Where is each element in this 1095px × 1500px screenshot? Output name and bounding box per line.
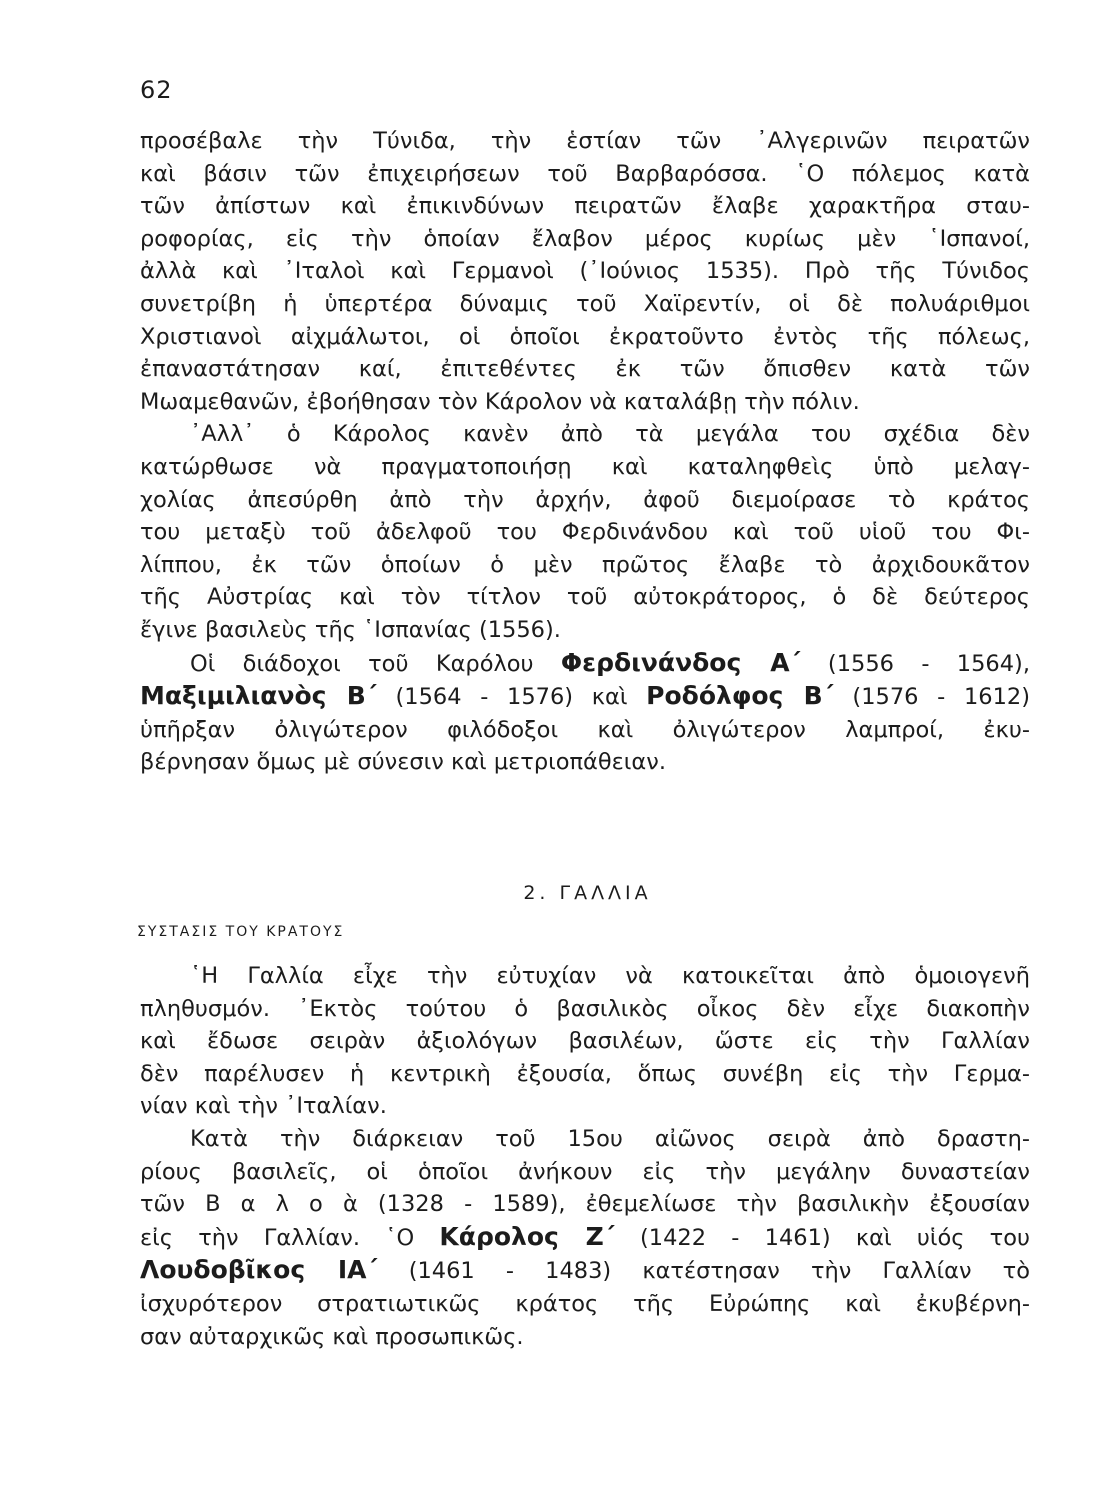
text-segment: τῶν Β α λ ο ὰ (1328 - 1589), ἐθεμελίωσε τὴν βασιλικὴν ἐξουσίαν xyxy=(140,1191,1030,1218)
bold-name: Φερδινάνδος Α΄ xyxy=(560,647,801,677)
text-line xyxy=(140,746,1030,779)
text-line xyxy=(140,1156,1030,1189)
text-line xyxy=(140,1188,1030,1221)
text-line xyxy=(140,418,1030,451)
text-line xyxy=(140,158,1030,191)
text-segment: δὲν παρέλυσεν ἡ κεντρικὴ ἐξουσία, ὅπως συνέβη εἰς τὴν Γερμα- xyxy=(140,1060,1030,1087)
bold-name: Κάρολος Ζ΄ xyxy=(439,1221,615,1251)
text-line xyxy=(140,451,1030,484)
text-line xyxy=(140,1090,1030,1123)
body-text-part-2 xyxy=(140,960,1030,1353)
text-line xyxy=(140,484,1030,517)
text-segment: (1556 - 1564), xyxy=(800,650,1030,677)
paragraph xyxy=(140,960,1030,1123)
text-segment: ἐπαναστάτησαν καί, ἐπιτεθέντες ἐκ τῶν ὄπισθεν κατὰ τῶν xyxy=(140,356,1030,383)
text-line xyxy=(140,516,1030,549)
paragraph xyxy=(140,1123,1030,1353)
text-line xyxy=(140,255,1030,288)
text-line xyxy=(140,1321,1030,1354)
text-line xyxy=(140,1123,1030,1156)
text-segment: του μεταξὺ τοῦ ἀδελφοῦ του Φερδινάνδου καὶ τοῦ υἱοῦ του Φι- xyxy=(140,519,1030,546)
text-segment: τῶν ἀπίστων καὶ ἐπικινδύνων πειρατῶν ἔλαβε χαρακτῆρα σταυ- xyxy=(140,193,1030,220)
text-line xyxy=(140,549,1030,582)
text-line xyxy=(140,714,1030,747)
text-segment: ἰσχυρότερον στρατιωτικῶς κράτος τῆς Εὐρώπης καὶ ἐκυβέρνη- xyxy=(140,1290,1030,1317)
body-text-part-1 xyxy=(140,125,1030,779)
text-line xyxy=(140,223,1030,256)
text-line xyxy=(140,1058,1030,1091)
text-segment: ᾿Αλλ᾿ ὁ Κάρολος κανὲν ἀπὸ τὰ μεγάλα του σχέδια δὲν xyxy=(190,421,1030,448)
bold-name: Μαξιμιλιανὸς Β΄ xyxy=(140,681,377,711)
text-line xyxy=(140,1288,1030,1321)
text-segment: εἰς τὴν Γαλλίαν. ῾Ο xyxy=(140,1224,440,1251)
text-line xyxy=(140,960,1030,993)
text-line xyxy=(140,190,1030,223)
text-segment: βέρνησαν ὅμως μὲ σύνεσιν καὶ μετριοπάθειαν. xyxy=(140,749,666,776)
text-segment: χολίας ἀπεσύρθη ἀπὸ τὴν ἀρχήν, ἀφοῦ διεμοίρασε τὸ κράτος xyxy=(140,486,1030,513)
paragraph xyxy=(140,125,1030,418)
text-segment: καὶ βάσιν τῶν ἐπιχειρήσεων τοῦ Βαρβαρόσσα. ῾Ο πόλεμος κατὰ xyxy=(140,160,1030,187)
text-line xyxy=(140,647,1030,681)
text-segment: ῾Η Γαλλία εἶχε τὴν εὐτυχίαν νὰ κατοικεῖται ἀπὸ ὁμοιογενῆ xyxy=(190,963,1030,989)
text-segment: καὶ ἔδωσε σειρὰν ἀξιολόγων βασιλέων, ὥστε εἰς τὴν Γαλλίαν xyxy=(140,1028,1030,1055)
bold-name: Λουδοβῖκος ΙΑ΄ xyxy=(140,1255,378,1285)
text-segment: Χριστιανοὶ αἰχμάλωτοι, οἱ ὁποῖοι ἐκρατοῦντο ἐντὸς τῆς πόλεως, xyxy=(140,323,1030,350)
text-segment: ὑπῆρξαν ὀλιγώτερον φιλόδοξοι καὶ ὀλιγώτερον λαμπροί, ἐκυ- xyxy=(140,716,1030,743)
text-segment: Μωαμεθανῶν, ἐβοήθησαν τὸν Κάρολον νὰ καταλάβῃ τὴν πόλιν. xyxy=(140,388,860,415)
text-line xyxy=(140,1254,1030,1288)
paragraph xyxy=(140,418,1030,646)
text-segment: πληθυσμόν. ᾿Εκτὸς τούτου ὁ βασιλικὸς οἶκος δὲν εἶχε διακοπὴν xyxy=(140,995,1030,1022)
text-segment: νίαν καὶ τὴν ᾿Ιταλίαν. xyxy=(140,1093,387,1120)
text-line xyxy=(140,581,1030,614)
text-segment: Κατὰ τὴν διάρκειαν τοῦ 15ου αἰῶνος σειρὰ ἀπὸ δραστη- xyxy=(190,1125,1030,1152)
subheading: ΣΥΣΤΑΣΙΣ ΤΟΥ ΚΡΑΤΟΥΣ xyxy=(137,924,345,940)
text-line xyxy=(140,353,1030,386)
text-line xyxy=(140,288,1030,321)
paragraph xyxy=(140,647,1030,779)
text-line xyxy=(140,1221,1030,1255)
text-line xyxy=(140,993,1030,1026)
text-segment: λίππου, ἐκ τῶν ὁποίων ὁ μὲν πρῶτος ἔλαβε τὸ ἀρχιδουκᾶτον xyxy=(140,551,1030,578)
text-segment: κατώρθωσε νὰ πραγματοποιήσῃ καὶ καταληφθεὶς ὑπὸ μελαγ- xyxy=(140,453,1030,480)
text-line xyxy=(140,614,1030,647)
text-segment: (1461 - 1483) κατέστησαν τὴν Γαλλίαν τὸ xyxy=(377,1258,1030,1285)
text-line xyxy=(140,1025,1030,1058)
text-segment: σαν αὐταρχικῶς καὶ προσωπικῶς. xyxy=(140,1323,524,1350)
text-segment: ἔγινε βασιλεὺς τῆς ῾Ισπανίας (1556). xyxy=(140,616,561,643)
text-segment: συνετρίβη ἡ ὑπερτέρα δύναμις τοῦ Χαϊρεντίν, οἱ δὲ πολυάριθμοι xyxy=(140,290,1030,317)
text-segment: ἀλλὰ καὶ ᾿Ιταλοὶ καὶ Γερμανοὶ (᾿Ιούνιος 1535). Πρὸ τῆς Τύνιδος xyxy=(140,258,1030,285)
text-segment: (1576 - 1612) xyxy=(833,684,1030,711)
text-segment: ρίους βασιλεῖς, οἱ ὁποῖοι ἀνήκουν εἰς τὴν μεγάλην δυναστείαν xyxy=(140,1158,1030,1185)
text-line xyxy=(140,680,1030,714)
text-line xyxy=(140,386,1030,419)
text-line xyxy=(140,321,1030,354)
text-segment: ροφορίας, εἰς τὴν ὁποίαν ἔλαβον μέρος κυρίως μὲν ῾Ισπανοί, xyxy=(140,225,1030,252)
text-segment: (1564 - 1576) καὶ xyxy=(376,684,647,711)
text-segment: Οἱ διάδοχοι τοῦ Καρόλου xyxy=(190,650,561,677)
text-line xyxy=(140,125,1030,158)
bold-name: Ροδόλφος Β΄ xyxy=(646,681,834,711)
text-segment: προσέβαλε τὴν Τύνιδα, τὴν ἑστίαν τῶν ᾿Αλγερινῶν πειρατῶν xyxy=(140,128,1030,154)
section-heading-text: 2. ΓΑΛΛΙΑ xyxy=(523,882,652,904)
section-heading xyxy=(0,882,1095,904)
text-segment: (1422 - 1461) καὶ υἱός του xyxy=(614,1224,1030,1251)
page-number: 62 xyxy=(140,76,173,104)
text-segment: τῆς Αὐστρίας καὶ τὸν τίτλον τοῦ αὐτοκράτορος, ὁ δὲ δεύτερος xyxy=(140,584,1030,611)
